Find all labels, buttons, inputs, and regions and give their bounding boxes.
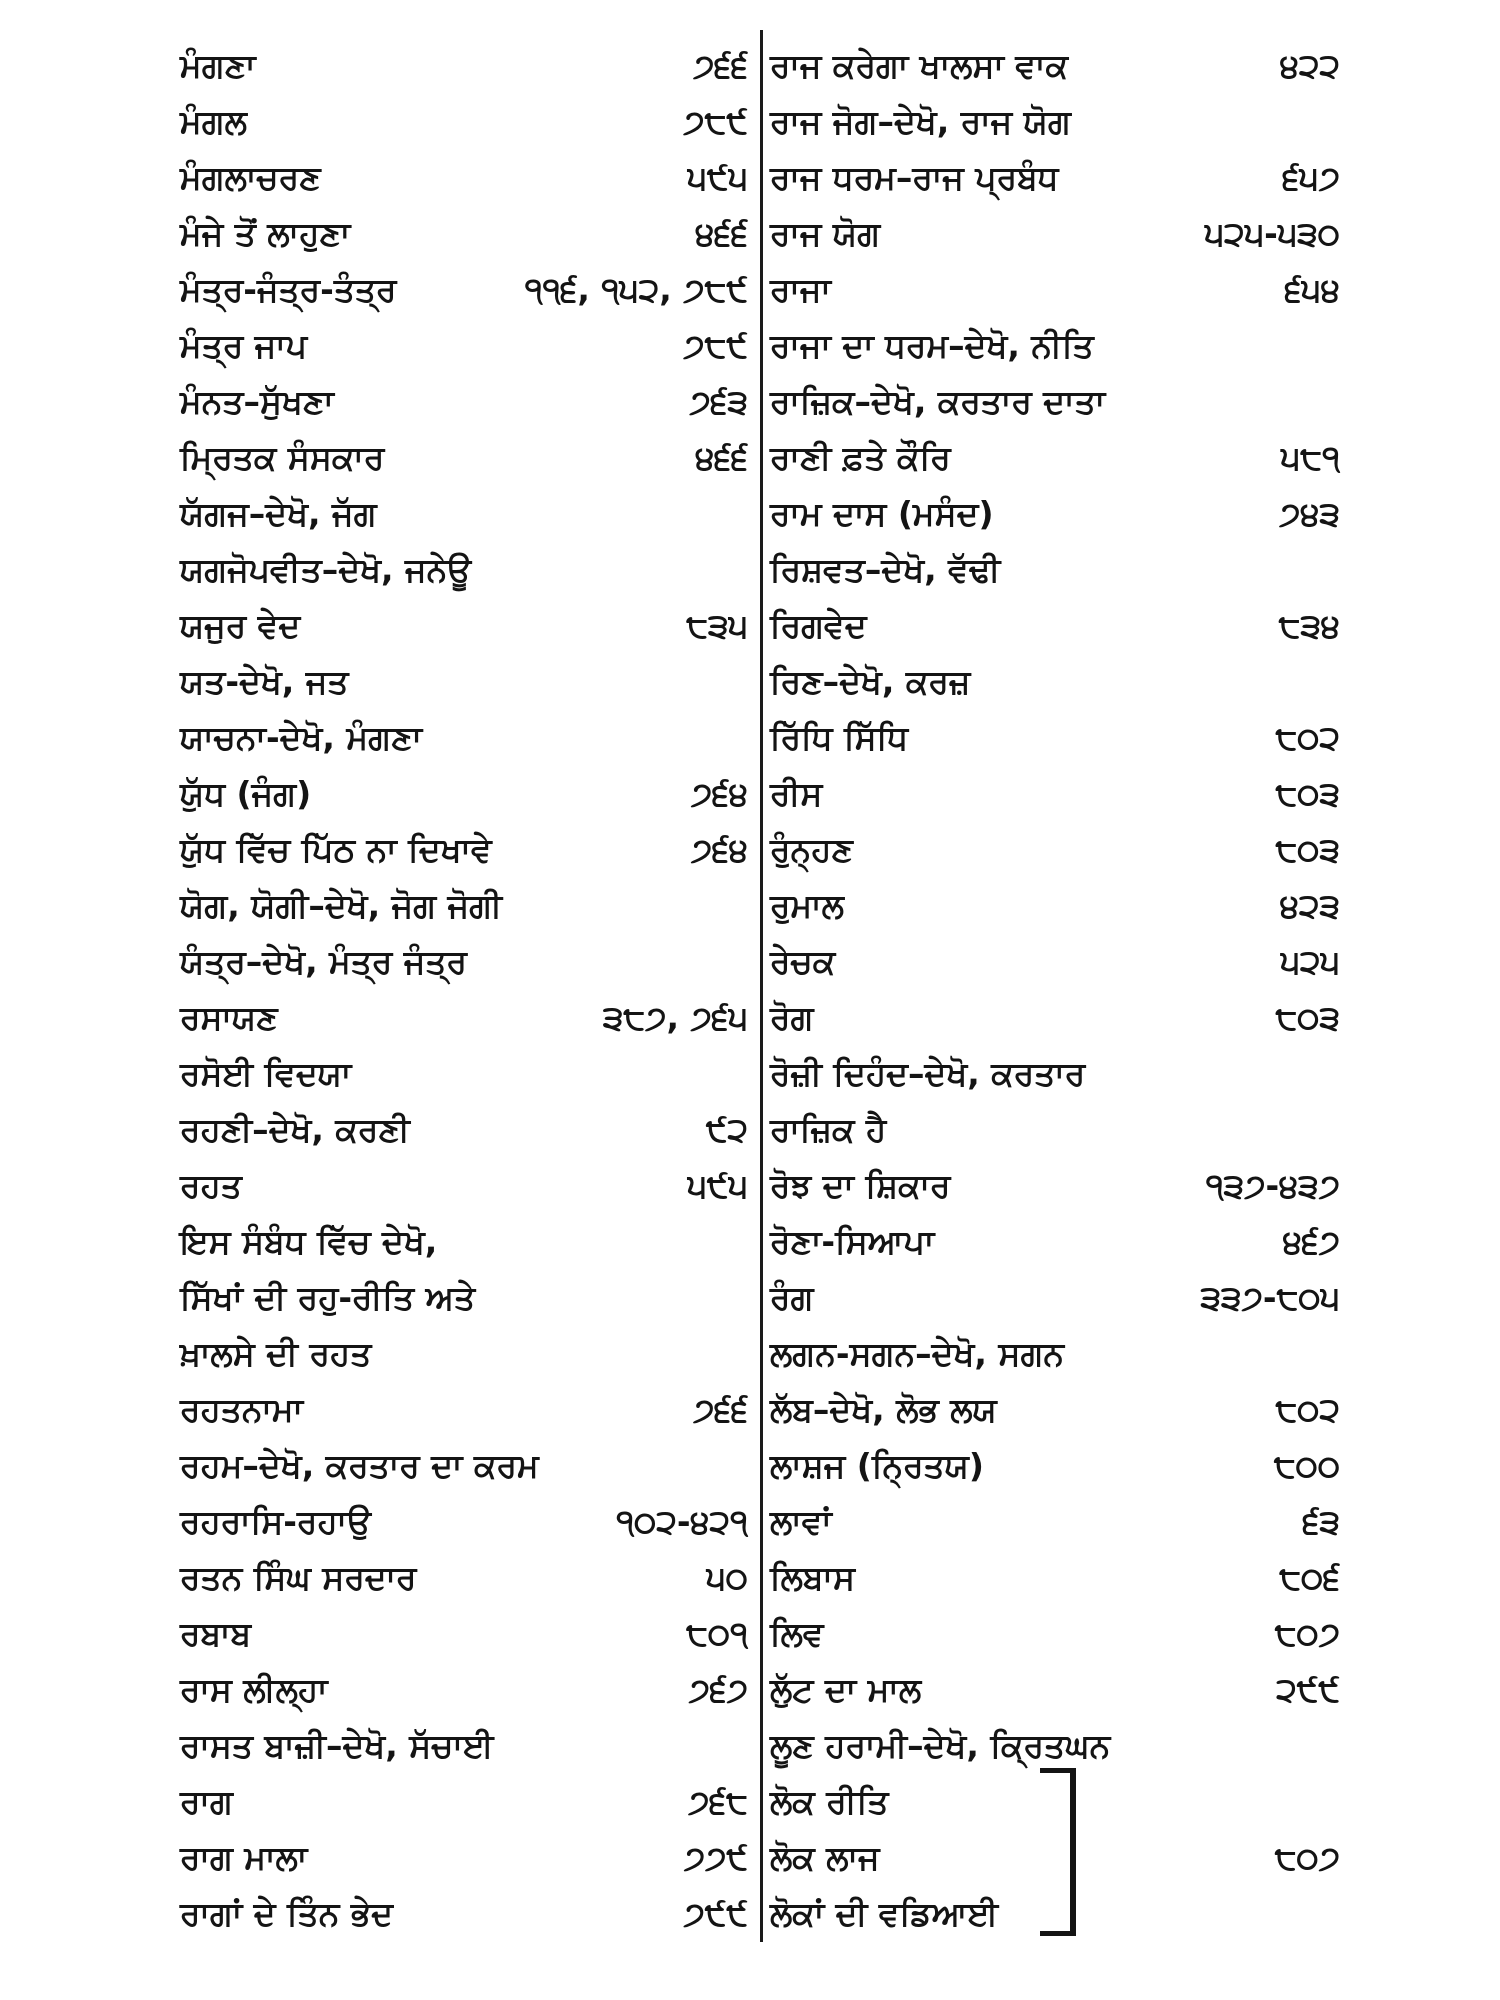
index-term: ਰਾਜ ਜੋਗ–ਦੇਖੋ, ਰਾਜ ਯੋਗ — [770, 102, 1071, 141]
index-term: ਰੇਚਕ — [770, 942, 836, 981]
index-page-ref: ੮੦੧ — [686, 1614, 748, 1653]
index-term: ਰਾਣੀ ਫ਼ਤੇ ਕੌਰਿ — [770, 438, 951, 477]
index-entry — [770, 1662, 1340, 1718]
index-page-ref: ੩੩੭-੮੦੫ — [1200, 1278, 1340, 1317]
index-entry — [770, 822, 1340, 878]
index-term: ਰਹਤ — [180, 1166, 242, 1205]
index-entry — [180, 1270, 748, 1326]
index-page-ref: ੭੭੯ — [683, 1838, 748, 1877]
index-page-ref: ੫੯੫ — [687, 158, 748, 197]
index-term: ਮੰਨਤ–ਸੁੱਖਣਾ — [180, 382, 334, 421]
index-page-ref: ੪੬੬ — [695, 214, 748, 253]
index-entry — [180, 1606, 748, 1662]
index-entry — [770, 374, 1340, 430]
index-term: ਰੋਝ ਦਾ ਸ਼ਿਕਾਰ — [770, 1166, 951, 1205]
index-entry — [770, 1102, 1340, 1158]
index-page-ref: ੮੦੩ — [1275, 998, 1340, 1037]
index-page-ref: ੮੦੭ — [1274, 1614, 1340, 1653]
index-entry — [180, 374, 748, 430]
index-entry — [180, 878, 748, 934]
index-entry — [770, 1046, 1340, 1102]
index-page-ref: ੮੦੩ — [1275, 830, 1340, 869]
index-term: ਰਸੋਈ ਵਿਦਯਾ — [180, 1054, 352, 1093]
index-term: ਰਾਗਾਂ ਦੇ ਤਿੰਨ ਭੇਦ — [180, 1894, 393, 1933]
index-term: ਰੋਜ਼ੀ ਦਿਹੰਦ–ਦੇਖੋ, ਕਰਤਾਰ — [770, 1054, 1086, 1093]
index-page-ref: ੭੪੩ — [1279, 494, 1340, 533]
index-term: ਲੁੱਟ ਦਾ ਮਾਲ — [770, 1670, 922, 1709]
index-entry — [770, 486, 1340, 542]
index-page-ref: ੫੦ — [706, 1558, 748, 1597]
index-page-ref: ੮੦੩ — [1275, 774, 1340, 813]
index-term: ਯੱਗਜ–ਦੇਖੋ, ਜੱਗ — [180, 494, 377, 533]
index-entry — [180, 1774, 748, 1830]
index-term: ਰੋਣਾ-ਸਿਆਪਾ — [770, 1222, 935, 1261]
index-entry — [180, 1158, 748, 1214]
index-entry — [180, 262, 748, 318]
index-term: ਰਾਸ ਲੀਲ੍ਹਾ — [180, 1670, 328, 1709]
index-page-ref: ੭੮੯ — [683, 326, 748, 365]
index-page-ref: ੮੦੨ — [1275, 718, 1340, 757]
index-term: ਯੁੱਧ (ਜੰਗ) — [180, 774, 312, 813]
index-entry — [770, 934, 1340, 990]
index-page-ref: ੪੬੭ — [1282, 1222, 1340, 1261]
index-term: ਰਿਣ–ਦੇਖੋ, ਕਰਜ਼ — [770, 662, 971, 701]
index-term: ਰਾਜ਼ਿਕ–ਦੇਖੋ, ਕਰਤਾਰ ਦਾਤਾ — [770, 382, 1106, 421]
index-term: ਲਗਨ-ਸਗਨ–ਦੇਖੋ, ਸਗਨ — [770, 1334, 1065, 1373]
index-page-ref: ੭੬੬ — [693, 46, 748, 85]
index-page-ref: ੮੩੫ — [686, 606, 748, 645]
index-term: ਮੰਤ੍ਰ-ਜੰਤ੍ਰ-ਤੰਤ੍ਰ — [180, 270, 397, 309]
index-entry — [180, 430, 748, 486]
index-entry — [180, 934, 748, 990]
index-term: ਯਤ-ਦੇਖੋ, ਜਤ — [180, 662, 349, 701]
index-term: ਲਿਬਾਸ — [770, 1558, 855, 1597]
index-column-left — [180, 38, 748, 1942]
index-term: ਰਾਜਾ — [770, 270, 831, 309]
index-term: ਰਾਜ ਧਰਮ–ਰਾਜ ਪ੍ਰਬੰਧ — [770, 158, 1059, 197]
index-term: ਰਹਤਨਾਮਾ — [180, 1390, 304, 1429]
index-entry — [770, 206, 1340, 262]
index-entry — [180, 1718, 748, 1774]
index-entry — [180, 1382, 748, 1438]
index-entry — [180, 1550, 748, 1606]
index-page-ref: ੯੨ — [705, 1110, 748, 1149]
index-term: ਮੰਗਲਾਚਰਣ — [180, 158, 321, 197]
index-page-ref: ੮੩੪ — [1278, 606, 1340, 645]
index-entry — [180, 822, 748, 878]
index-term: ਰਾਗ — [180, 1782, 233, 1821]
index-term: ਯਜੁਰ ਵੇਦ — [180, 606, 301, 645]
index-term: ਯਾਚਨਾ-ਦੇਖੋ, ਮੰਗਣਾ — [180, 718, 423, 757]
index-page-ref: ੫੮੧ — [1280, 438, 1340, 477]
index-term: ਯੋਗ, ਯੋਗੀ–ਦੇਖੋ, ਜੋਗ ਜੋਗੀ — [180, 886, 503, 925]
index-term: ਰਾਸਤ ਬਾਜ਼ੀ–ਦੇਖੋ, ਸੱਚਾਈ — [180, 1726, 494, 1765]
index-page-ref: ੭੬੮ — [688, 1782, 748, 1821]
index-entry — [770, 1326, 1340, 1382]
index-entry — [770, 878, 1340, 934]
index-entry — [180, 710, 748, 766]
index-term: ਮੰਗਣਾ — [180, 46, 256, 85]
index-page-ref: ੭੬੭ — [688, 1670, 748, 1709]
index-entry — [180, 1046, 748, 1102]
index-term: ਲਾਵਾਂ — [770, 1502, 832, 1541]
index-term: ਰਾਜ ਕਰੇਗਾ ਖਾਲਸਾ ਵਾਕ — [770, 46, 1068, 85]
index-entry — [180, 206, 748, 262]
index-entry — [180, 1830, 748, 1886]
index-term: ਰਾਜ ਯੋਗ — [770, 214, 881, 253]
index-term: ਰਾਜ਼ਿਕ ਹੈ — [770, 1110, 887, 1149]
index-entry — [180, 318, 748, 374]
index-term: ਮੰਤ੍ਰ ਜਾਪ — [180, 326, 308, 365]
index-entry — [180, 766, 748, 822]
index-page-ref: ੭੬੪ — [690, 774, 748, 813]
index-entry — [180, 1886, 748, 1942]
index-entry — [770, 150, 1340, 206]
index-term: ਰੰਗ — [770, 1278, 814, 1317]
index-term: ਰਾਗ ਮਾਲਾ — [180, 1838, 308, 1877]
index-page-ref: ੭੬੬ — [693, 1390, 748, 1429]
index-entry — [180, 990, 748, 1046]
index-page-ref: ੧੧੬, ੧੫੨, ੭੮੯ — [524, 270, 748, 309]
index-entry — [770, 766, 1340, 822]
index-page-ref: ੫੨੫-੫੩੦ — [1204, 214, 1340, 253]
index-page-ref: ੪੨੩ — [1279, 886, 1340, 925]
index-page-ref: ੭੬੩ — [689, 382, 748, 421]
index-entry — [770, 1382, 1340, 1438]
index-entry — [770, 1158, 1340, 1214]
index-entry — [770, 1438, 1340, 1494]
index-entry — [770, 1718, 1340, 1774]
index-term: ਯੰਤ੍ਰ–ਦੇਖੋ, ਮੰਤ੍ਰ ਜੰਤ੍ਰ — [180, 942, 468, 981]
index-entry — [180, 1438, 748, 1494]
index-term: ਲੂਣ ਹਰਾਮੀ–ਦੇਖੋ, ਕ੍ਰਿਤਘਨ — [770, 1726, 1111, 1765]
index-entry — [180, 542, 748, 598]
index-entry — [180, 1662, 748, 1718]
index-page-ref: ੨੯੯ — [1276, 1670, 1340, 1709]
index-term: ਇਸ ਸੰਬੰਧ ਵਿੱਚ ਦੇਖੋ, — [180, 1222, 438, 1261]
index-entry — [180, 1214, 748, 1270]
index-entry — [770, 94, 1340, 150]
index-entry — [180, 1102, 748, 1158]
index-page-ref: ੮੦੬ — [1279, 1558, 1340, 1597]
index-page-ref: ੩੮੭, ੭੬੫ — [602, 998, 748, 1037]
index-term: ਰਾਜਾ ਦਾ ਧਰਮ–ਦੇਖੋ, ਨੀਤਿ — [770, 326, 1094, 365]
index-entry — [770, 1606, 1340, 1662]
index-term: ਰਿਸ਼ਵਤ–ਦੇਖੋ, ਵੱਢੀ — [770, 550, 1001, 589]
index-page-ref: ੬੫੪ — [1284, 270, 1340, 309]
index-entry — [770, 430, 1340, 486]
index-page-ref: ੬੫੭ — [1282, 158, 1340, 197]
index-term: ਰੁੰਨ੍ਹਣ — [770, 830, 853, 869]
index-page-ref: ੭੯੯ — [683, 1894, 748, 1933]
index-term: ਰਬਾਬ — [180, 1614, 252, 1653]
index-term: ਰਹਰਾਸਿ-ਰਹਾਉ — [180, 1502, 371, 1541]
index-term: ਯੁੱਧ ਵਿੱਚ ਪਿੱਠ ਨਾ ਦਿਖਾਵੇ — [180, 830, 492, 869]
index-page-ref: ੮੦੭ — [1274, 1838, 1340, 1877]
index-term: ਰਿੱਧਿ ਸਿੱਧਿ — [770, 718, 909, 757]
index-term: ਮੰਜੇ ਤੋਂ ਲਾਹੁਣਾ — [180, 214, 351, 253]
index-entry — [180, 94, 748, 150]
index-term: ਯਗਜੋਪਵੀਤ–ਦੇਖੋ, ਜਨੇਊ — [180, 550, 472, 589]
index-entry — [180, 654, 748, 710]
index-entry — [180, 38, 748, 94]
index-page-ref: ੪੬੬ — [695, 438, 748, 477]
index-page-ref: ੮੦੨ — [1275, 1390, 1340, 1429]
index-term: ਲਿਵ — [770, 1614, 824, 1653]
index-term: ਰਤਨ ਸਿੰਘ ਸਰਦਾਰ — [180, 1558, 417, 1597]
index-entry — [770, 262, 1340, 318]
index-entry — [770, 1494, 1340, 1550]
index-entry — [770, 1550, 1340, 1606]
index-entry — [180, 1326, 748, 1382]
index-term: ਮੰਗਲ — [180, 102, 247, 141]
index-page-ref: ੪੨੨ — [1279, 46, 1340, 85]
index-term: ਰਿਗਵੇਦ — [770, 606, 867, 645]
index-page-ref: ੫੨੫ — [1280, 942, 1340, 981]
index-term: ਲੋਕ ਰੀਤਿ — [770, 1782, 889, 1821]
index-page-ref: ੫੯੫ — [687, 1166, 748, 1205]
index-term: ਰਸਾਯਣ — [180, 998, 278, 1037]
index-term: ਖ਼ਾਲਸੇ ਦੀ ਰਹਤ — [180, 1334, 372, 1373]
index-term: ਰੁਮਾਲ — [770, 886, 844, 925]
index-term: ਲਾਸ਼ਜ (ਨ੍ਰਿਤਯ) — [770, 1446, 984, 1485]
index-entry — [770, 654, 1340, 710]
index-term: ਰੀਸ — [770, 774, 823, 813]
index-page-ref: ੮੦੦ — [1273, 1446, 1340, 1485]
index-entry — [180, 1494, 748, 1550]
index-term: ਸਿੱਖਾਂ ਦੀ ਰਹੁ-ਰੀਤਿ ਅਤੇ — [180, 1278, 476, 1317]
index-entry — [180, 486, 748, 542]
index-entry — [770, 542, 1340, 598]
index-term: ਲੋਕਾਂ ਦੀ ਵਡਿਆਈ — [770, 1894, 999, 1933]
index-entry — [770, 318, 1340, 374]
index-entry — [770, 710, 1340, 766]
index-page-ref: ੬੩ — [1302, 1502, 1340, 1541]
index-page-ref: ੭੮੯ — [683, 102, 748, 141]
index-page-ref: ੭੬੪ — [690, 830, 748, 869]
index-entry — [770, 990, 1340, 1046]
index-entry — [770, 1270, 1340, 1326]
index-term: ਲੱਬ–ਦੇਖੋ, ਲੋਭ ਲਯ — [770, 1390, 997, 1429]
index-term: ਲੋਕ ਲਾਜ — [770, 1838, 880, 1877]
index-term: ਰਹਮ–ਦੇਖੋ, ਕਰਤਾਰ ਦਾ ਕਰਮ — [180, 1446, 539, 1485]
index-entry — [180, 598, 748, 654]
index-entry — [770, 598, 1340, 654]
group-bracket — [1040, 1768, 1076, 1936]
index-page-ref: ੧੦੨-੪੨੧ — [616, 1502, 748, 1541]
index-entry — [180, 150, 748, 206]
index-term: ਰੋਗ — [770, 998, 814, 1037]
index-entry — [770, 38, 1340, 94]
index-term: ਰਹਣੀ–ਦੇਖੋ, ਕਰਣੀ — [180, 1110, 410, 1149]
column-divider — [760, 30, 763, 1942]
index-term: ਮ੍ਰਿਤਕ ਸੰਸਕਾਰ — [180, 438, 385, 477]
index-column-right — [770, 38, 1340, 1942]
index-entry — [770, 1214, 1340, 1270]
index-page-ref: ੧੩੭-੪੩੭ — [1205, 1166, 1340, 1205]
index-term: ਰਾਮ ਦਾਸ (ਮਸੰਦ) — [770, 494, 994, 533]
